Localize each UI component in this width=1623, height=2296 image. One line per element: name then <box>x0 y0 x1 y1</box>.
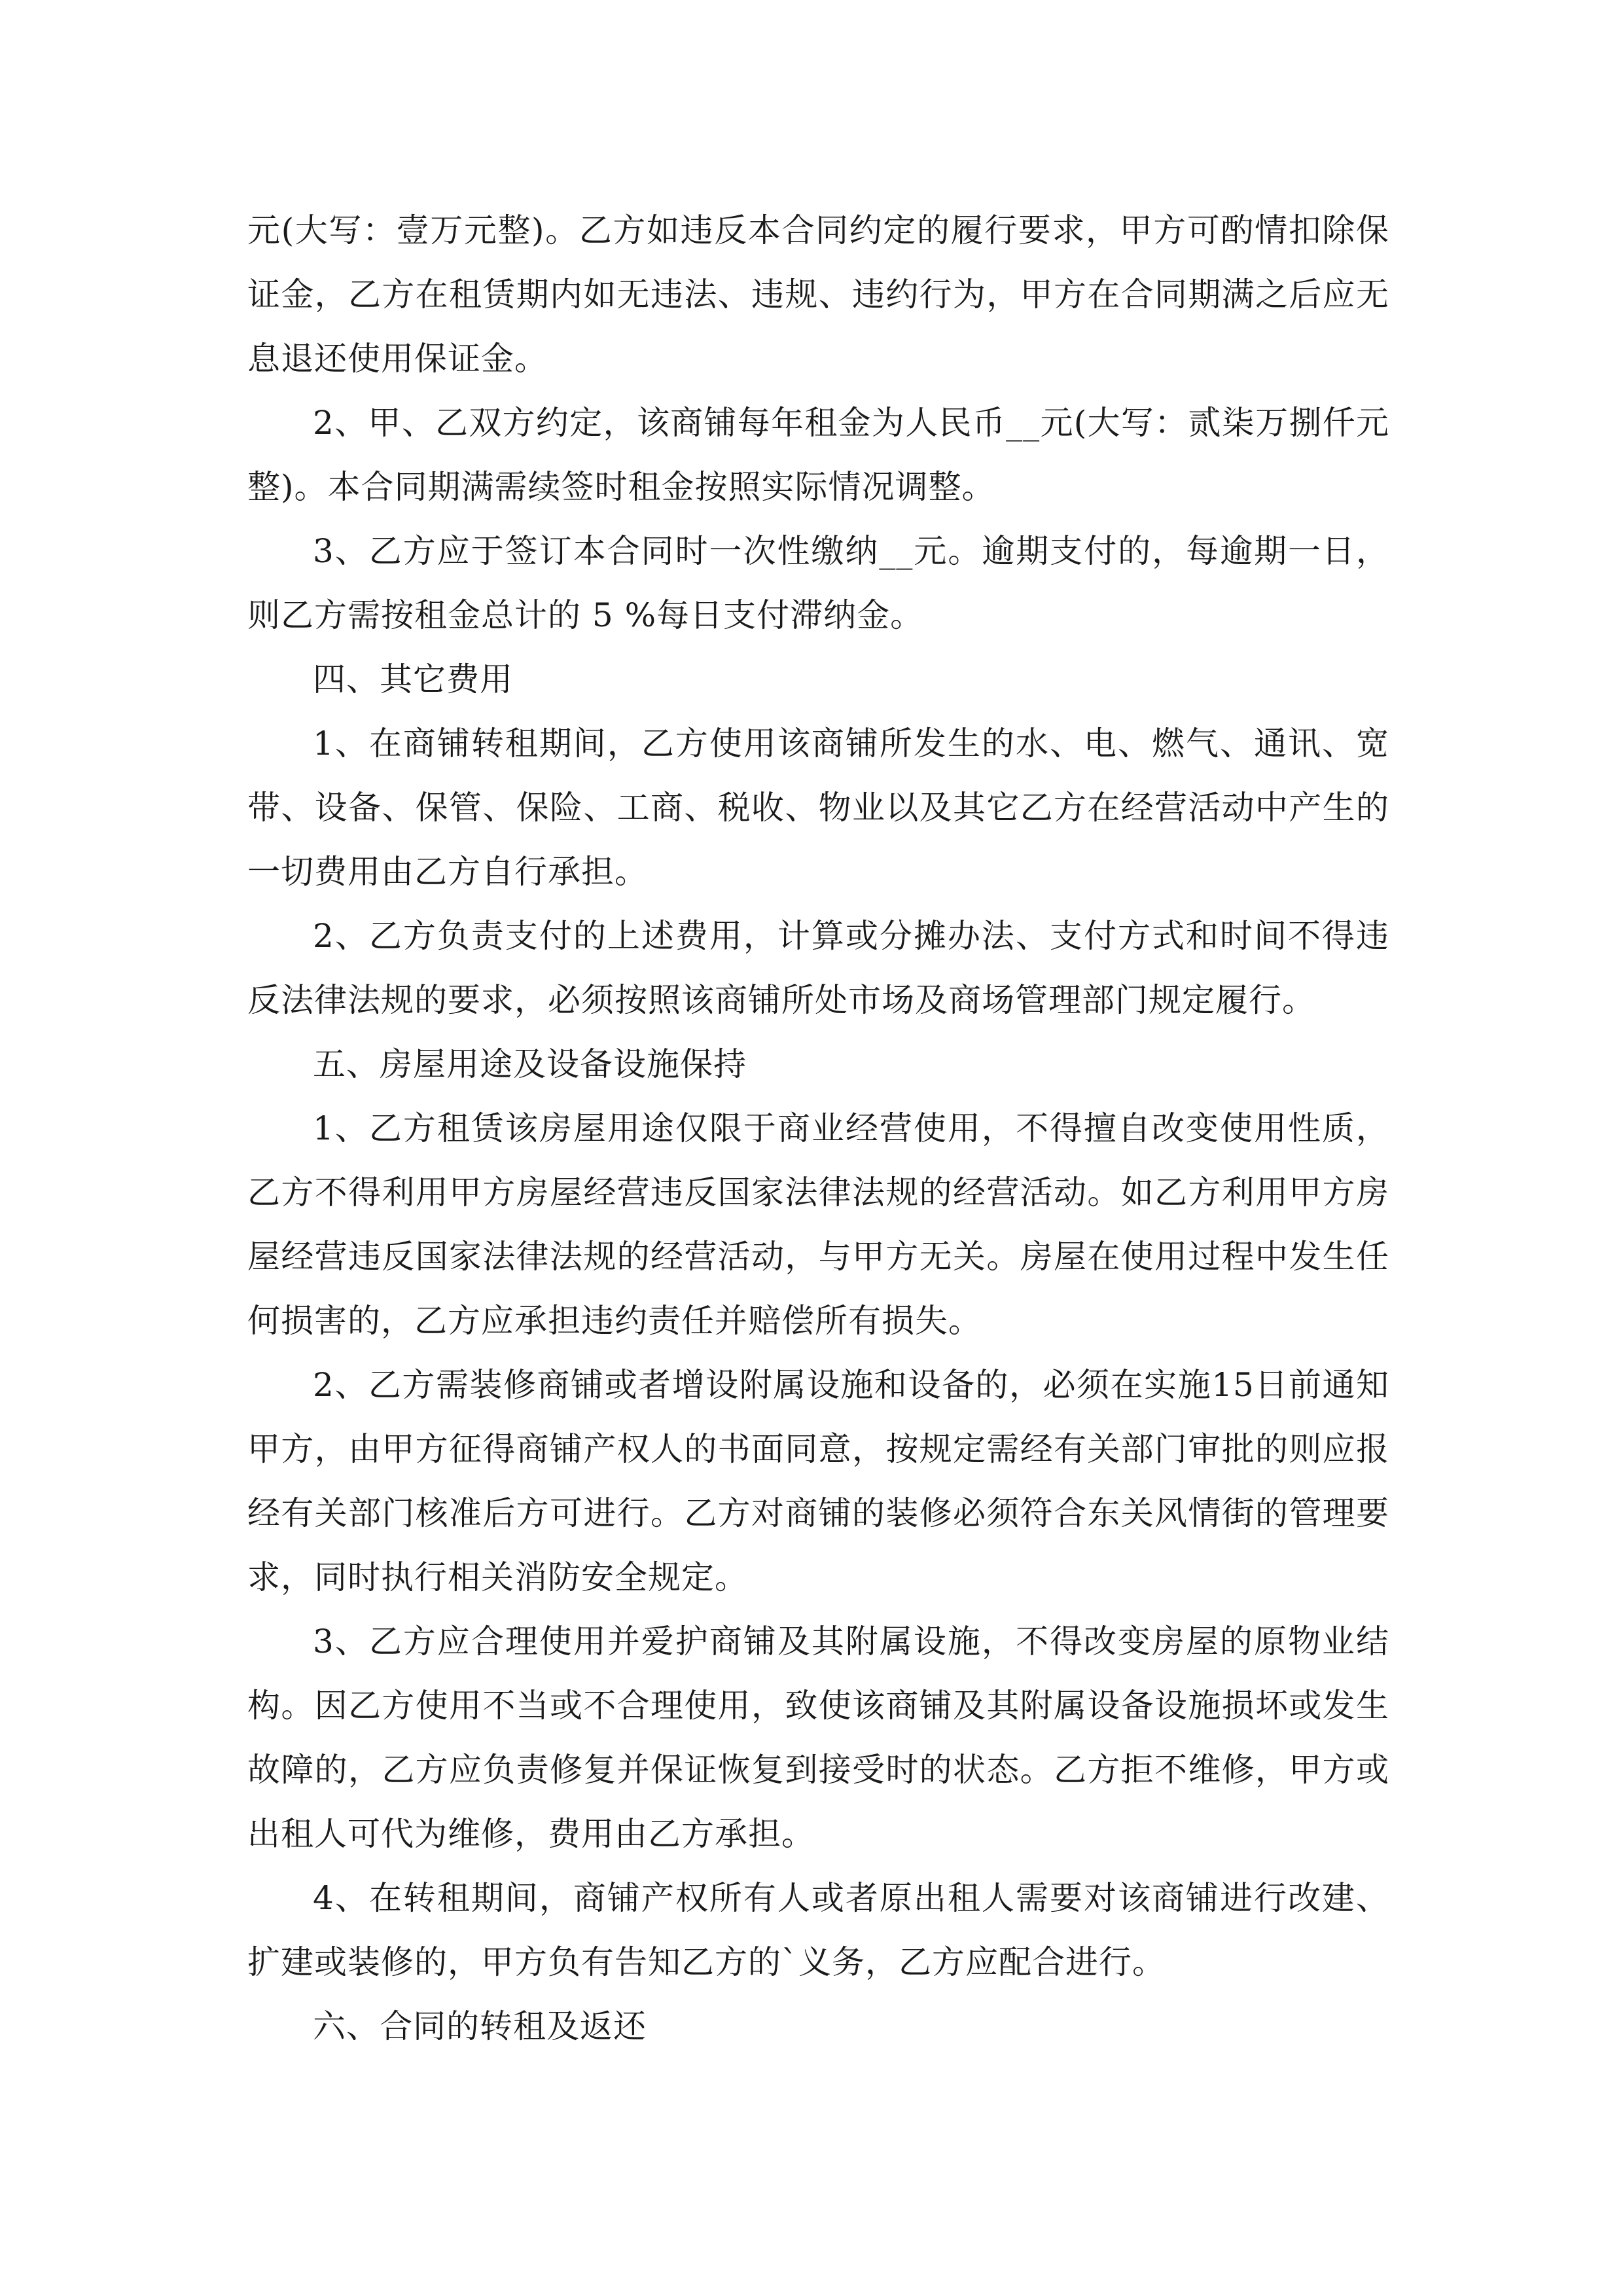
section-heading-usage-facilities: 五、房屋用途及设备设施保持 <box>313 1045 747 1083</box>
section-heading-sublease-return: 六、合同的转租及返还 <box>313 2007 647 2045</box>
paragraph-payment-deadline: 3、乙方应于签订本合同时一次性缴纳__元。逾期支付的，每逾期一日，则乙方需按租金总计的 5 %每日支付滞纳金。 <box>247 532 1389 634</box>
paragraph-maintenance: 3、乙方应合理使用并爱护商铺及其附属设施，不得改变房屋的原物业结构。因乙方使用不当或不合理使用，致使该商铺及其附属设备设施损坏或发生故障的，乙方应负责修复并保证恢复到接受时的状态。乙方拒不维修，甲方或出租人可代为维修，费用由乙方承担。 <box>247 1623 1389 1853</box>
paragraph-fees-borne: 1、在商铺转租期间，乙方使用该商铺所发生的水、电、燃气、通讯、宽带、设备、保管、保险、工商、税收、物业以及其它乙方在经营活动中产生的一切费用由乙方自行承担。 <box>247 725 1389 891</box>
paragraph-deposit-continuation: 元(大写：壹万元整)。乙方如违反本合同约定的履行要求，甲方可酌情扣除保证金，乙方在租赁期内如无违法、违规、违约行为，甲方在合同期满之后应无息退还使用保证金。 <box>247 211 1389 378</box>
paragraph-owner-renovation: 4、在转租期间，商铺产权所有人或者原出租人需要对该商铺进行改建、扩建或装修的，甲方负有告知乙方的`义务，乙方应配合进行。 <box>247 1879 1389 1981</box>
section-heading-other-fees: 四、其它费用 <box>313 660 513 698</box>
paragraph-fees-payment: 2、乙方负责支付的上述费用，计算或分摊办法、支付方式和时间不得违反法律法规的要求，必须按照该商铺所处市场及商场管理部门规定履行。 <box>247 917 1389 1019</box>
contract-body <box>247 198 1389 2058</box>
paragraph-usage-restriction: 1、乙方租赁该房屋用途仅限于商业经营使用，不得擅自改变使用性质，乙方不得利用甲方房屋经营违反国家法律法规的经营活动。如乙方利用甲方房屋经营违反国家法律法规的经营活动，与甲方无关。房屋在使用过程中发生任何损害的，乙方应承担违约责任并赔偿所有损失。 <box>247 1109 1389 1340</box>
paragraph-annual-rent: 2、甲、乙双方约定，该商铺每年租金为人民币__元(大写：贰柒万捌仟元整)。本合同期满需续签时租金按照实际情况调整。 <box>247 404 1389 506</box>
paragraph-renovation: 2、乙方需装修商铺或者增设附属设施和设备的，必须在实施15日前通知甲方，由甲方征得商铺产权人的书面同意，按规定需经有关部门审批的则应报经有关部门核准后方可进行。乙方对商铺的装修必须符合东关风情街的管理要求，同时执行相关消防安全规定。 <box>247 1366 1389 1596</box>
